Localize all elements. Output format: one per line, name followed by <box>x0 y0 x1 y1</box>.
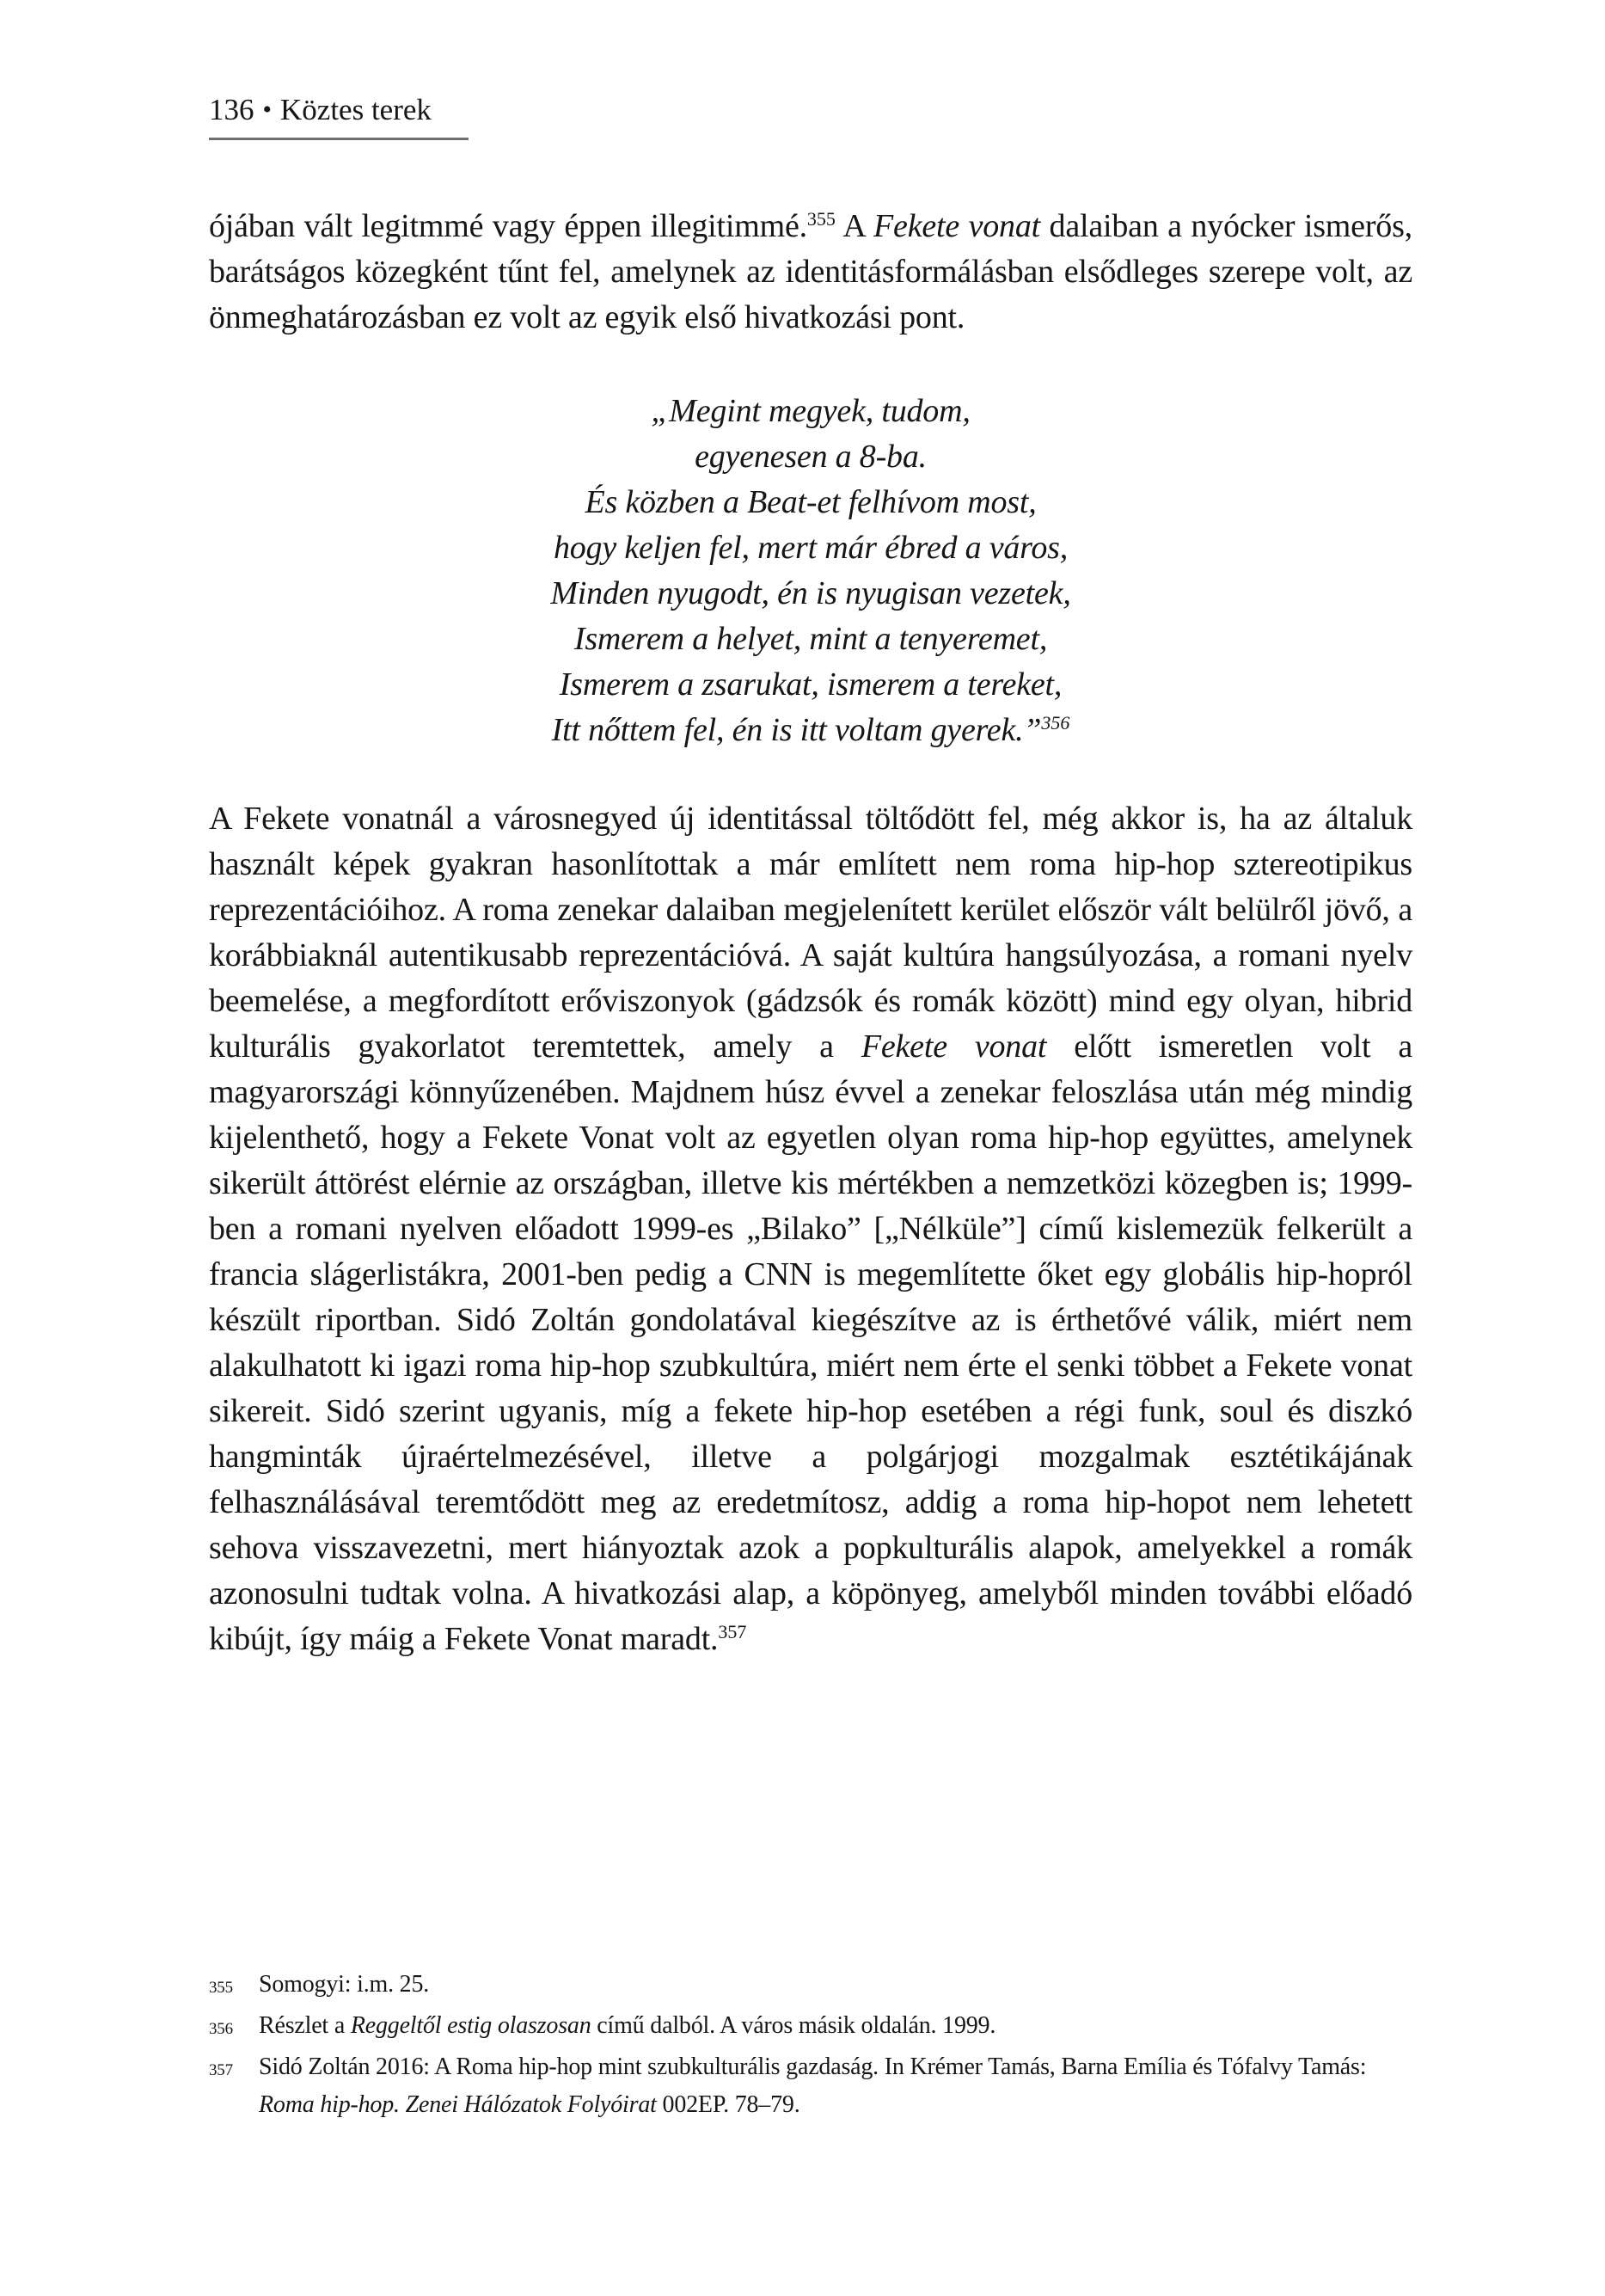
paragraph-1-text-end: dalaiban a nyócker ismerős, barátságos közegként tűnt fel, amelynek az identitásformálásban elsődleges szerepe volt, az önmeghatározásban ez volt az egyik első hivatkozási pont. <box>209 208 1412 335</box>
poem-line: egyenesen a 8-ba. <box>695 439 927 475</box>
footnote-356-text <box>259 2007 1412 2045</box>
text-column <box>209 0 1412 1662</box>
footnote-355 <box>209 1966 1412 2007</box>
poem-line <box>209 708 1412 753</box>
footnote-marker-356: 356 <box>209 2020 233 2038</box>
paragraph-1-text-mid: A <box>835 208 874 244</box>
journal-title-italic: Roma hip-hop. Zenei Hálózatok Folyóirat <box>259 2091 657 2118</box>
band-name-italic: Fekete vonat <box>873 208 1040 244</box>
header-bullet-icon: • <box>262 95 273 124</box>
song-title-italic: Reggeltől estig olaszosan <box>350 2012 591 2039</box>
band-name-italic: Fekete vonat <box>861 1028 1047 1065</box>
footnote-355-text: Somogyi: i.m. 25. <box>259 1971 430 1998</box>
poem-line: Ismerem a helyet, mint a tenyeremet, <box>573 621 1048 657</box>
footnote-356-text-start: Részlet a <box>259 2012 351 2039</box>
poem-line: hogy keljen fel, mert már ébred a város, <box>553 530 1069 566</box>
paragraph-1 <box>209 204 1412 341</box>
footnote-357-text-start: Sidó Zoltán 2016: A Roma hip-hop mint szubkulturális gazdaság. In Krémer Tamás, Barna Emília és Tófalvy Tamás: <box>259 2054 1367 2080</box>
book-title: Köztes terek <box>280 93 432 126</box>
page-header <box>209 0 1412 140</box>
paragraph-1-text-start: ójában vált legitmmé vagy éppen illegitimmé. <box>209 208 807 244</box>
footnote-marker-355: 355 <box>209 1979 233 1997</box>
poem-line: Minden nyugodt, én is nyugisan vezetek, <box>550 575 1071 611</box>
song-lyrics-quote <box>209 389 1412 753</box>
poem-line: És közben a Beat-et felhívom most, <box>585 484 1037 520</box>
footnote-357-text <box>259 2048 1412 2124</box>
header-rule <box>209 95 469 140</box>
footnote-357-text-end: 002EP. 78–79. <box>656 2091 800 2118</box>
footnotes-section <box>209 1966 1412 2124</box>
page-number: 136 <box>209 93 254 126</box>
footnote-356 <box>209 2007 1412 2048</box>
footnote-ref-355: 355 <box>806 208 836 230</box>
footnote-356-text-end: című dalból. A város másik oldalán. 1999. <box>591 2012 996 2039</box>
footnote-ref-356: 356 <box>1041 712 1070 734</box>
paragraph-2 <box>209 796 1412 1662</box>
paragraph-2-text-start: A Fekete vonatnál a városnegyed új identitással töltődött fel, még akkor is, ha az általuk használt képek gyakran hasonlítottak a már említett nem roma hip-hop sztereotipikus reprezentációihoz. A roma zenekar dalaiban megjelenített kerület először vált belülről jövő, a korábbiaknál autentikusabb reprezentációvá. A saját kultúra hangsúlyozása, a romani nyelv beemelése, a megfordított erőviszonyok (gádzsók és romák között) mind egy olyan, hibrid kulturális gyakorlatot teremtettek, amely a <box>209 801 1412 1065</box>
paragraph-2-text-end: előtt ismeretlen volt a magyarországi könnyűzenében. Majdnem húsz évvel a zenekar feloszlása után még mindig kijelenthető, hogy a Fekete Vonat volt az egyetlen olyan roma hip-hop együttes, amelynek sikerült áttörést elérnie az országban, illetve kis mértékben a nemzetközi közegben is; 1999-ben a romani nyelven előadott 1999-es „Bilako” [„Nélküle”] című kislemezük felkerült a francia slágerlistákra, 2001-ben pedig a CNN is megemlítette őket egy globális hip-hopról készült riportban. Sidó Zoltán gondolatával kiegészítve az is érthetővé válik, miért nem alakulhatott ki igazi roma hip-hop szubkultúra, miért nem érte el senki többet a Fekete vonat sikereit. Sidó szerint ugyanis, míg a fekete hip-hop esetében a régi funk, soul és diszkó hangminták újraértelmezésével, illetve a polgárjogi mozgalmak esztétikájának felhasználásával teremtődött meg az eredetmítosz, addig a roma hip-hopot nem lehetett sehova visszavezetni, mert hiányoztak azok a popkulturális alapok, amelyekkel a romák azonosulni tudtak volna. A hivatkozási alap, a köpönyeg, amelyből minden további előadó kibújt, így máig a Fekete Vonat maradt. <box>209 1028 1412 1657</box>
poem-line-text: Itt nőttem fel, én is itt voltam gyerek.” <box>551 712 1042 748</box>
footnote-marker-357: 357 <box>209 2061 233 2079</box>
footnote-357 <box>209 2048 1412 2124</box>
poem-line: Ismerem a zsarukat, ismerem a tereket, <box>559 666 1063 703</box>
footnote-ref-357: 357 <box>718 1621 747 1642</box>
poem-line: „Megint megyek, tudom, <box>651 393 971 429</box>
